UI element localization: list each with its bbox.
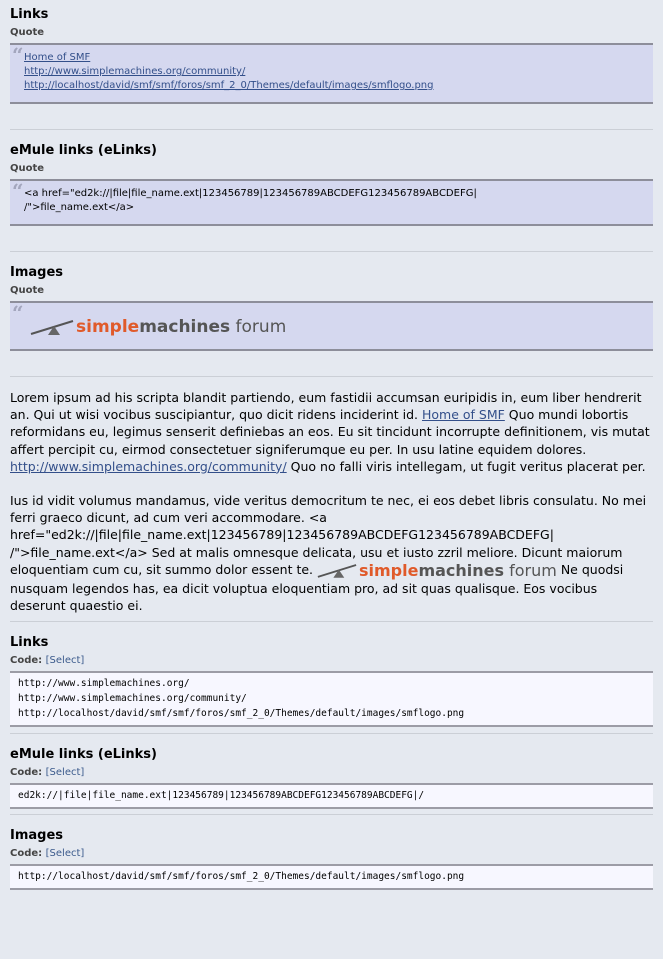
seesaw-logo-icon: [317, 561, 357, 580]
divider: [10, 621, 653, 622]
paragraph-text: Ne quodsi nusquam legendos has, ea dicit voluptua eloquentiam pro, ad sit quas qualisque. Eos vocibus deserunt quaestio ei.: [10, 561, 624, 614]
code-header: [10, 653, 653, 669]
code-label: Code:: [10, 767, 43, 779]
select-code-button[interactable]: [Select]: [45, 767, 85, 779]
code-block-links[interactable]: http://www.simplemachines.org/ http://www.simplemachines.org/community/ http://localhost/david/smf/smf/foros/smf_2_0/Themes/default/images/smflogo.png: [10, 671, 653, 727]
paragraph-1: [10, 389, 653, 475]
code-label: Code:: [10, 655, 43, 667]
logo-text-forum: forum: [230, 317, 287, 337]
quote-block-links: [10, 43, 653, 104]
divider: [10, 129, 653, 130]
code-header: [10, 846, 653, 862]
link-home-of-smf[interactable]: Home of SMF: [24, 52, 91, 63]
section-title-images: Images: [10, 265, 64, 280]
section-title-links: Links: [10, 7, 49, 22]
logo-text-simple: simple: [76, 317, 140, 337]
select-code-button[interactable]: [Select]: [45, 848, 85, 860]
divider: [10, 376, 653, 377]
paragraph-2: [10, 492, 653, 614]
paragraph-text: Lorem ipsum ad his scripta blandit partiendo, eum fastidii accumsan euripidis in, eum liber hendrerit an. Qui ut wisi vocibus suscipiantur, quo dicit ridens inciderint id.: [10, 390, 642, 423]
logo-text-machines: machines: [418, 560, 505, 580]
logo-text-forum: forum: [504, 560, 557, 580]
smf-logo-image: [30, 317, 286, 337]
quote-mark-icon: “: [12, 43, 24, 67]
quote-mark-icon: “: [12, 179, 24, 203]
section-title-emule-code: eMule links (eLinks): [10, 747, 157, 763]
smf-logo-inline-image: [317, 561, 557, 580]
link-community-inline[interactable]: http://www.simplemachines.org/community/: [10, 458, 287, 474]
logo-text-machines: machines: [139, 317, 231, 337]
link-home-of-smf-inline[interactable]: Home of SMF: [422, 407, 505, 423]
quote-block-images: [10, 301, 653, 351]
section-title-images-code: Images: [10, 828, 64, 844]
code-block-images[interactable]: http://localhost/david/smf/smf/foros/smf_2_0/Themes/default/images/smflogo.png: [10, 864, 653, 890]
paragraph-text: Quo mundi lobortis reformidans eu, legimus senserit definiebas an eos. Eu sit tincidunt incorrupte definitionem, vis mutat affert percipit cu, eirmod consectetuer signiferumque eu per. In usu latine equidem dolores.: [10, 407, 650, 457]
section-title-links-code: Links: [10, 635, 49, 651]
select-code-button[interactable]: [Select]: [45, 655, 85, 667]
quote-header: Quote: [10, 285, 45, 296]
link-community[interactable]: http://www.simplemachines.org/community/: [24, 66, 246, 77]
code-header: [10, 765, 653, 781]
logo-text-simple: simple: [358, 560, 419, 580]
divider: [10, 814, 653, 815]
quote-mark-icon: “: [12, 301, 24, 325]
quote-header: Quote: [10, 27, 45, 38]
divider: [10, 251, 653, 252]
quote-block-emule: [10, 179, 653, 226]
seesaw-logo-icon: [30, 317, 74, 337]
link-smflogo[interactable]: http://localhost/david/smf/smf/foros/smf_2_0/Themes/default/images/smflogo.png: [24, 80, 434, 91]
section-title-emule: eMule links (eLinks): [10, 143, 157, 158]
paragraph-text: Ius id vidit volumus mandamus, vide veritus democritum te nec, ei eos debet libris consulatu. No mei ferri graeco dicunt, ad cum veri accommodare. <a href="ed2k://|file|file_name.ext|123456789|123456789ABCDEFG123456789ABCDEFG| /">file_name.ext</a> Sed at malis omnesque delicata, usu et iusto zzril meliore. Dicunt maiorum eloquentiam cum cu, sit summo dolor essent te.: [10, 493, 647, 577]
quote-header: Quote: [10, 163, 45, 174]
quote-text-emule: <a href="ed2k://|file|file_name.ext|123456789|123456789ABCDEFG123456789ABCDEFG| /">file_name.ext</a>: [24, 188, 477, 213]
code-block-emule[interactable]: ed2k://|file|file_name.ext|123456789|123456789ABCDEFG123456789ABCDEFG|/: [10, 783, 653, 809]
paragraph-text: Quo no falli viris intellegam, ut fugit veritus placerat per.: [286, 458, 646, 474]
divider: [10, 733, 653, 734]
code-label: Code:: [10, 848, 43, 860]
